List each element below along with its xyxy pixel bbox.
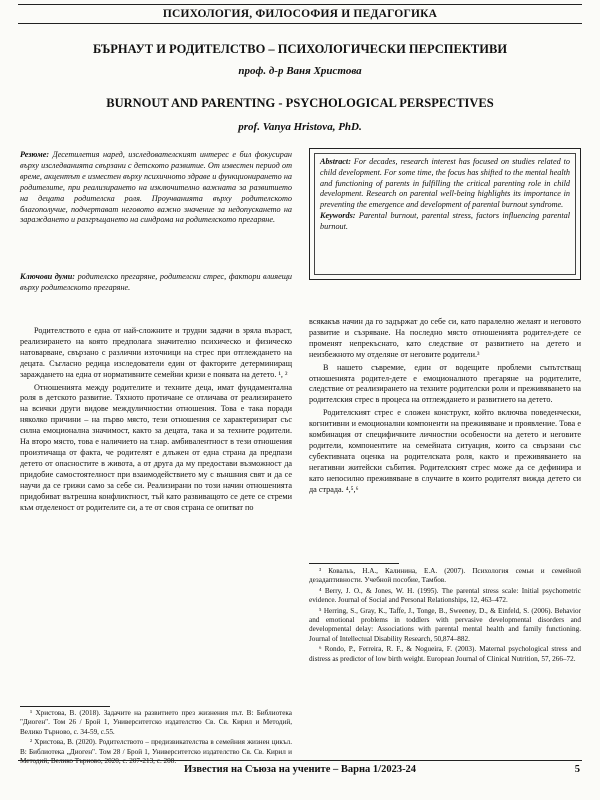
keywords-bg-text: родителско прегаряне, родителски стрес, фактори влияещи върху родителското прегаряне. — [20, 272, 292, 292]
keywords-bg-label: Ключови думи: — [20, 272, 76, 281]
journal-footer: Известия на Съюза на учените – Варна 1/2023-24 — [183, 764, 417, 775]
footnote: ³ Ковальъ, Н.А., Калинина, Е.А. (2007). Психология семьи и семейной дезадаптивности. Учебной пособие, Тамбов. — [309, 567, 581, 585]
keywords-bg — [20, 272, 292, 294]
body-paragraph: Родителският стрес е сложен конструкт, който включва поведенчески, когнитивни и емоционални компоненти на преживяване и проявление. Това е комбинация от специфичните личностни особености на детето и неговите родители, компонентите на семейната ситуация, които са свързани със субективната оценка на родителската роля, както и преживяването на негативни житейски събития. Родителският стрес може да се дефинира и като непосилно преживяване в случаите в които родителят вижда детето си да страда. ⁴,⁵,⁶ — [309, 408, 581, 494]
body-paragraph: Отношенията между родителите и техните деца, имат фундаментална роля в детското развитие. Тяхното протичане се отличава от реализирането на всички други видове междуличностни отношения. Това е така поради няколко причини – на първо място, тези отношения се характеризират със силна емоционална значимост, както за децата, така и за техните родители. На второ място, това е наличието на т.нар. амбивалентност в тези отношения произтичаща от факта, че родителят е длъжен от една страна да предпази детето от опасностите в живота, а от друга да му предостави възможност да придобие самостоятелност при взаимодействието му с външния свят и да се научи да се грижи само за себе си. Реализирани по този начин отношенията придобиват вътрешна конфликтност, тъй като развиващото се дете се стреми към отделеност от родителите си, а те от своя страна се опитват по — [20, 382, 292, 512]
author-en: prof. Vanya Hristova, PhD. — [238, 121, 362, 133]
page-number: 5 — [574, 764, 580, 775]
footnote-rule — [309, 563, 399, 564]
footnotes-right — [309, 567, 581, 665]
footnote: ⁴ Berry, J. O., & Jones, W. H. (1995). The parental stress scale: Initial psychometric evidence. Journal of Social and Personal Relationships, 12, 463–472. — [309, 586, 581, 605]
abstract-box — [309, 148, 581, 280]
author-bg: проф. д-р Ваня Христова — [238, 65, 362, 77]
summary-label: Резюме: — [20, 150, 50, 159]
article-title-en: BURNOUT AND PARENTING - PSYCHOLOGICAL PERSPECTIVES — [106, 96, 494, 110]
article-title-bg: БЪРНАУТ И РОДИТЕЛСТВО – ПСИХОЛОГИЧЕСКИ ПЕРСПЕКТИВИ — [92, 42, 508, 56]
footnote-rule — [20, 706, 110, 707]
footnote: ¹ Христова, В. (2018). Задачите на развитието през жизнения път. В: Библиотека "Диоген". Том 26 / Брой 1, Университетско издателство Св. Св. Кирил и Методий, Велико Търново, с. 34-59, с.55. — [20, 709, 292, 736]
abstract-label: Abstract: — [320, 157, 351, 166]
right-column-body — [309, 317, 581, 498]
body-paragraph: Родителството е една от най-сложните и трудни задачи в зряла възраст, реализирането на която предполага значително психическо и физическо натоварване, свързано с различни източници на стрес при отглеждането на децата. Съгласно редица изследователи един от факторите детерминиращ зараждането на една от нормативните семейни кризи е появата на детето. ¹, ² — [20, 326, 292, 379]
summary-text: Десетилетия наред, изследователският интерес е бил фокусиран върху изследванията свързани с детското развитие. От известен период от време, акцентът е изместен върху психичното здраве и функционирането на родителите, при реализирането на изключително важната за развитието на децата родителска роля. Проучванията върху родителското благополучие, подчертават неговото важно значение за недопускането на зараждането и разгръщането на синдрома на родителското прегаряне. — [20, 150, 292, 225]
keywords-en-text: Parental burnout, parental stress, factors influencing parental burnout. — [320, 210, 570, 231]
abstract-text: For decades, research interest has focused on studies related to child development. For some time, the focus has shifted to the mental health and functioning of parents in fulfilling the critical parenting role in child development. Research on parental well-being highlights its importance in preventing the emergence and development of parental burnout syndrome. — [320, 157, 570, 210]
footer-rule — [18, 760, 582, 761]
footnote: ² Христова, В. (2020). Родителството – предизвикателства в семейния жизнен цикъл. В: Библиотека „Диоген". Том 28 / Брой 1, Университетско издателство Св. Св. Кирил и Методий, Велико Търново, 2020, с. 207-213, с. 208. — [20, 738, 292, 766]
running-head: ПСИХОЛОГИЯ, ФИЛОСОФИЯ И ПЕДАГОГИКА — [18, 4, 582, 24]
body-paragraph: всякакъв начин да го задържат до себе си, като паралелно желаят и неговото развитие и съзряване. На последно място отношенията родител-дете се променят непрекъснато, като следствие от развитието на детето и неизбежното му отделяне от неговите родители.³ — [309, 317, 581, 359]
footnote: ⁵ Herring, S., Gray, K., Taffe, J., Tonge, B., Sweeney, D., & Einfeld, S. (2006). Behavior and emotional problems in toddlers with pervasive developmental disorders and developmental delay: Associations with parental mental health and family functioning. Journal of Intellectual Disability Research, 50,874–882. — [309, 606, 581, 643]
summary-bg — [20, 150, 292, 226]
keywords-en-label: Keywords: — [320, 210, 356, 220]
footnotes-left — [20, 709, 292, 767]
abstract-inner — [314, 153, 576, 275]
body-paragraph: В нашето съвремие, един от водещите проблеми съпътстващ отношенията родител-дете е емоционалното прегаряне на родителите, следствие от реализирането на техните родителски роли и преживяването на родителския стрес в процеса на отглеждането и развитието на детето. — [309, 362, 581, 405]
footnote: ⁶ Rondo, P., Ferreira, R. F., & Nogueira, F. (2003). Maternal psychological stress and distress as predictor of low birth weight. European Journal of Clinical Nutrition, 57, 266–72. — [309, 645, 581, 663]
left-column-body — [20, 326, 292, 515]
